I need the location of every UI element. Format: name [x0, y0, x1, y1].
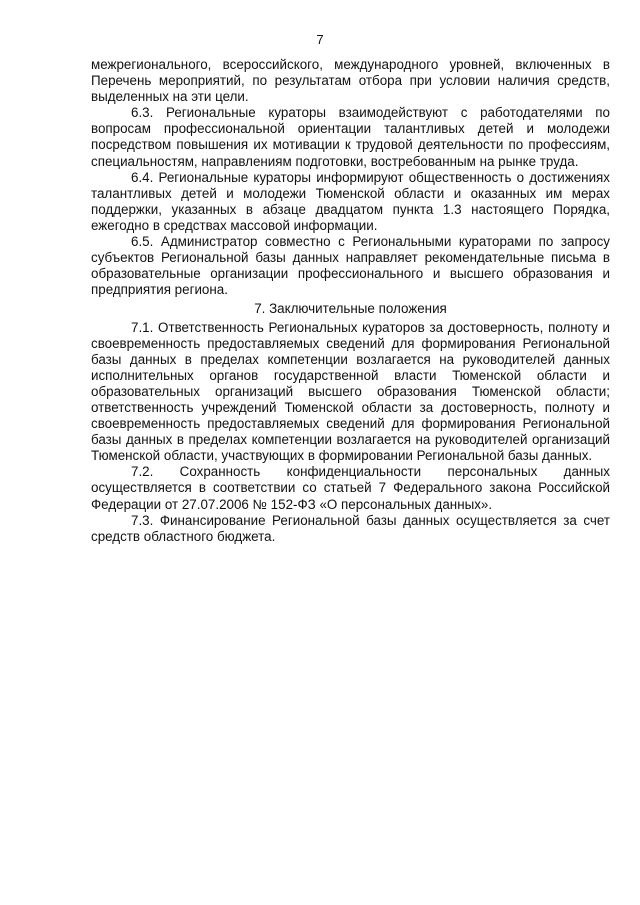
paragraph-7-2: 7.2. Сохранность конфиденциальности персональных данных осуществляется в соответствии со статьей 7 Федерального закона Российской Федерации от 27.07.2006 № 152-ФЗ «О персональных данных».	[91, 464, 610, 512]
paragraph-6-3: 6.3. Региональные кураторы взаимодействуют с работодателями по вопросам профессиональной ориентации талантливых детей и молодежи посредством повышения их мотивации к трудовой деятельности по профессиям, специальностям, направлениям подготовки, востребованным на рынке труда.	[91, 105, 610, 169]
paragraph-6-5: 6.5. Администратор совместно с Региональными кураторами по запросу субъектов Региональной базы данных направляет рекомендательные письма в образовательные организации профессионального и высшего образования и предприятия региона.	[91, 234, 610, 298]
paragraph-6-4: 6.4. Региональные кураторы информируют общественность о достижениях талантливых детей и молодежи Тюменской области и оказанных им мерах поддержки, указанных в абзаце двадцатом пункта 1.3 настоящего Порядка, ежегодно в средствах массовой информации.	[91, 169, 610, 233]
paragraph-continuation: межрегионального, всероссийского, международного уровней, включенных в Перечень мероприятий, по результатам отбора при условии наличия средств, выделенных на эти цели.	[91, 57, 610, 105]
paragraph-7-1: 7.1. Ответственность Региональных кураторов за достоверность, полноту и своевременность предоставляемых сведений для формирования Региональной базы данных в пределах компетенции возлагается на руководителей данных исполнительных органов государственной власти Тюменской области и образовательных организаций высшего образования Тюменской области; ответственность учреждений Тюменской области за достоверность, полноту и своевременность предоставляемых сведений для формирования Региональной базы данных в пределах компетенции возлагается на руководителей организаций Тюменской области, участвующих в формировании Региональной базы данных.	[91, 319, 610, 464]
document-body	[91, 57, 610, 545]
page-number: 7	[316, 32, 324, 47]
section-title: 7. Заключительные положения	[254, 301, 447, 317]
paragraph-7-3: 7.3. Финансирование Региональной базы данных осуществляется за счет средств областного бюджета.	[91, 512, 610, 544]
